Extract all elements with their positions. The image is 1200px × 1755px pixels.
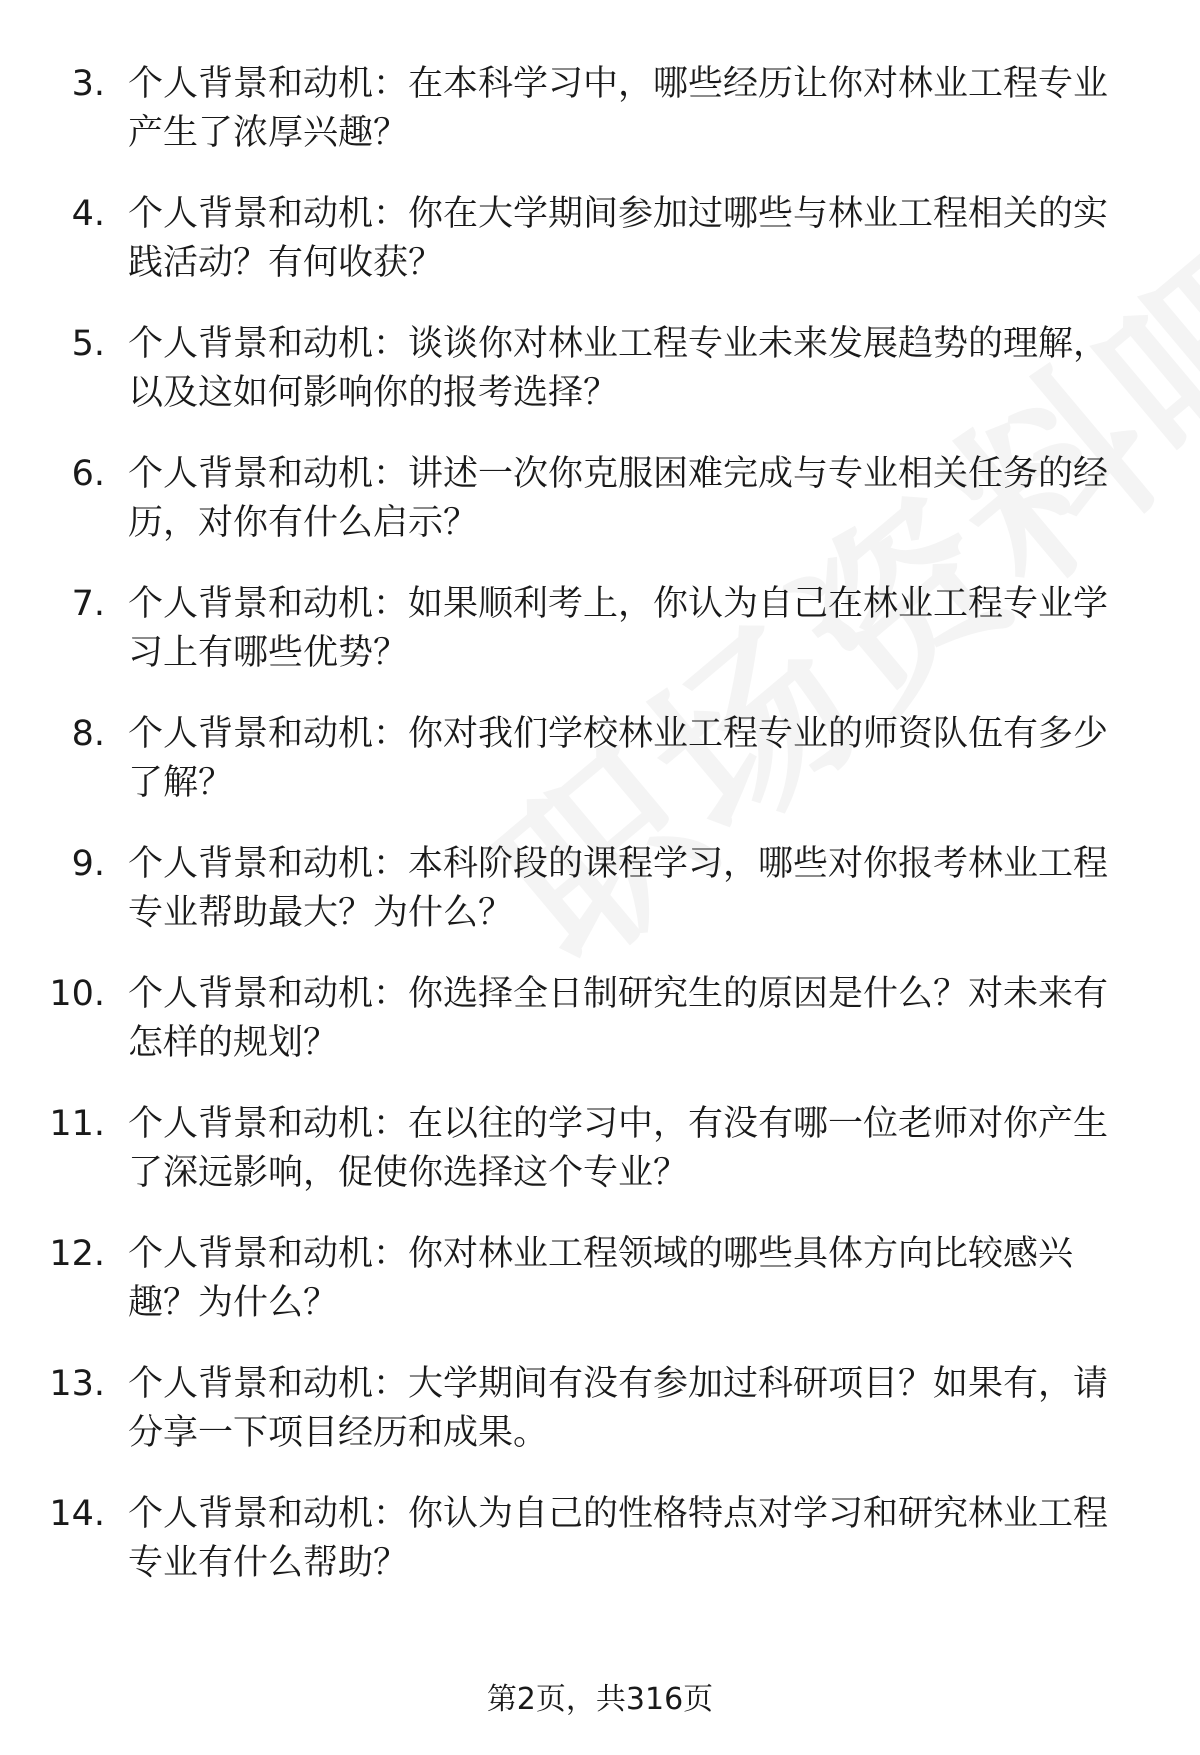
question-text: 个人背景和动机：如果顺利考上，你认为自己在林业工程专业学习上有哪些优势？ (128, 584, 1109, 673)
question-item (0, 320, 1200, 450)
question-item (0, 1360, 1200, 1490)
question-text: 个人背景和动机：谈谈你对林业工程专业未来发展趋势的理解，以及这如何影响你的报考选择？ (128, 324, 1109, 413)
question-number: 10. (49, 974, 105, 1014)
question-number: 8. (71, 714, 105, 754)
question-item (0, 1490, 1200, 1620)
question-number: 3. (71, 64, 105, 104)
question-number: 14. (49, 1494, 105, 1534)
question-number: 4. (71, 194, 105, 234)
question-number: 6. (71, 454, 105, 494)
question-text: 个人背景和动机：讲述一次你克服困难完成与专业相关任务的经历，对你有什么启示？ (128, 454, 1109, 543)
question-item (0, 1230, 1200, 1360)
question-list (0, 60, 1200, 1620)
question-text: 个人背景和动机：你在大学期间参加过哪些与林业工程相关的实践活动？有何收获？ (128, 194, 1109, 283)
question-number: 5. (71, 324, 105, 364)
page-footer (0, 1680, 1200, 1720)
question-item (0, 450, 1200, 580)
question-text: 个人背景和动机：你认为自己的性格特点对学习和研究林业工程专业有什么帮助？ (128, 1494, 1109, 1583)
question-text: 个人背景和动机：本科阶段的课程学习，哪些对你报考林业工程专业帮助最大？为什么？ (128, 844, 1109, 933)
question-item (0, 970, 1200, 1100)
question-item (0, 840, 1200, 970)
question-number: 7. (71, 584, 105, 624)
question-item (0, 190, 1200, 320)
question-number: 9. (71, 844, 105, 884)
question-text: 个人背景和动机：在本科学习中，哪些经历让你对林业工程专业产生了浓厚兴趣？ (128, 64, 1109, 153)
question-item (0, 1100, 1200, 1230)
question-text: 个人背景和动机：大学期间有没有参加过科研项目？如果有，请分享一下项目经历和成果。 (128, 1364, 1109, 1453)
question-number: 13. (49, 1364, 105, 1404)
question-number: 12. (49, 1234, 105, 1274)
question-text: 个人背景和动机：你对我们学校林业工程专业的师资队伍有多少了解？ (128, 714, 1109, 803)
question-text: 个人背景和动机：你选择全日制研究生的原因是什么？对未来有怎样的规划？ (128, 974, 1109, 1063)
question-text: 个人背景和动机：你对林业工程领域的哪些具体方向比较感兴趣？为什么？ (128, 1234, 1074, 1323)
question-number: 11. (49, 1104, 105, 1144)
page-number-label: 第2页，共316页 (486, 1682, 714, 1717)
question-item (0, 710, 1200, 840)
question-text: 个人背景和动机：在以往的学习中，有没有哪一位老师对你产生了深远影响，促使你选择这个专业？ (128, 1104, 1109, 1193)
question-item (0, 60, 1200, 190)
question-item (0, 580, 1200, 710)
